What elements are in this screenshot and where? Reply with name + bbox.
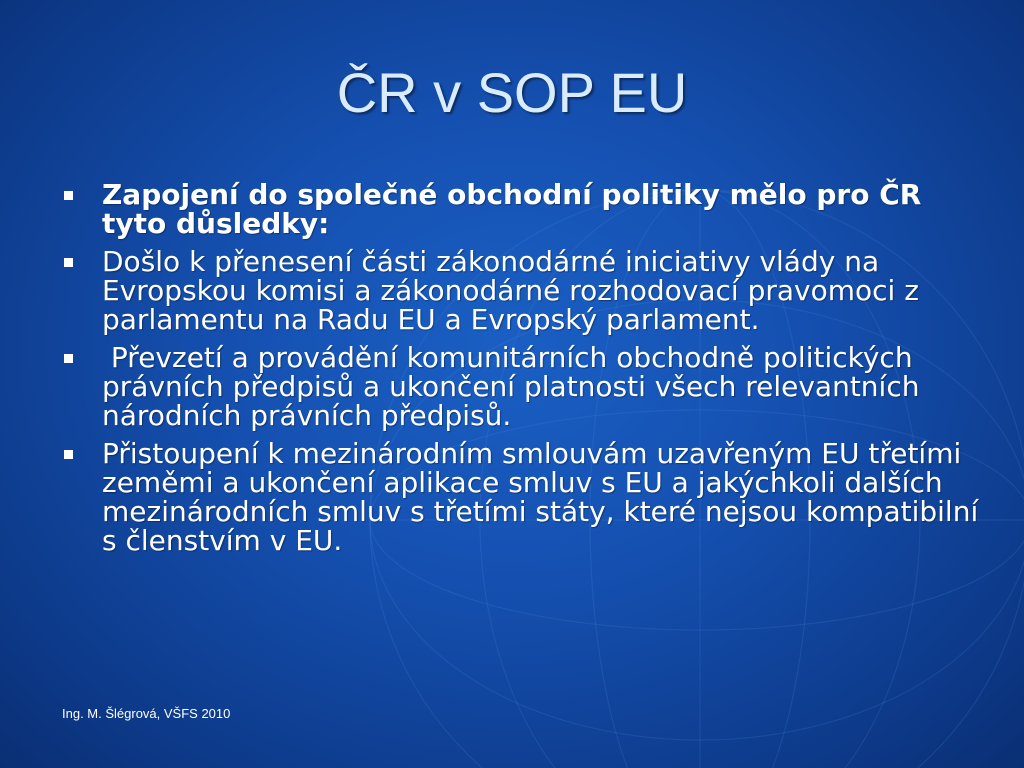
bullet-item-transfer-of-powers — [60, 247, 980, 334]
bullet-item-international-treaties — [60, 439, 980, 555]
square-bullet-icon — [64, 191, 73, 200]
bullet-item-consequences-intro — [60, 180, 980, 238]
square-bullet-icon — [64, 354, 73, 363]
bullet-item-adoption-of-regulations — [60, 343, 980, 430]
square-bullet-icon — [64, 258, 73, 267]
bullet-text: Došlo k přenesení části zákonodárné iniciativy vlády na Evropskou komisi a zákonodárné rozhodovací pravomoci z parlamentu na Radu EU a Evropský parlament. — [102, 245, 919, 336]
square-bullet-icon — [64, 450, 73, 459]
footer-author: Ing. M. Šlégrová, VŠFS 2010 — [62, 706, 231, 721]
bullet-text: Přistoupení k mezinárodním smlouvám uzavřeným EU třetími zeměmi a ukončení aplikace smluv s EU a jakýchkoli dalších mezinárodních smluv s třetími státy, které nejsou kompatibilní s členstvím v EU. — [102, 437, 979, 557]
slide-title: ČR v SOP EU — [336, 61, 688, 124]
bullet-text: Zapojení do společné obchodní politiky mělo pro ČR tyto důsledky: — [102, 178, 922, 240]
bullet-text: Převzetí a provádění komunitárních obchodně politických právních předpisů a ukončení platnosti všech relevantních národních právních předpisů. — [102, 341, 929, 432]
bullet-list — [60, 180, 980, 564]
